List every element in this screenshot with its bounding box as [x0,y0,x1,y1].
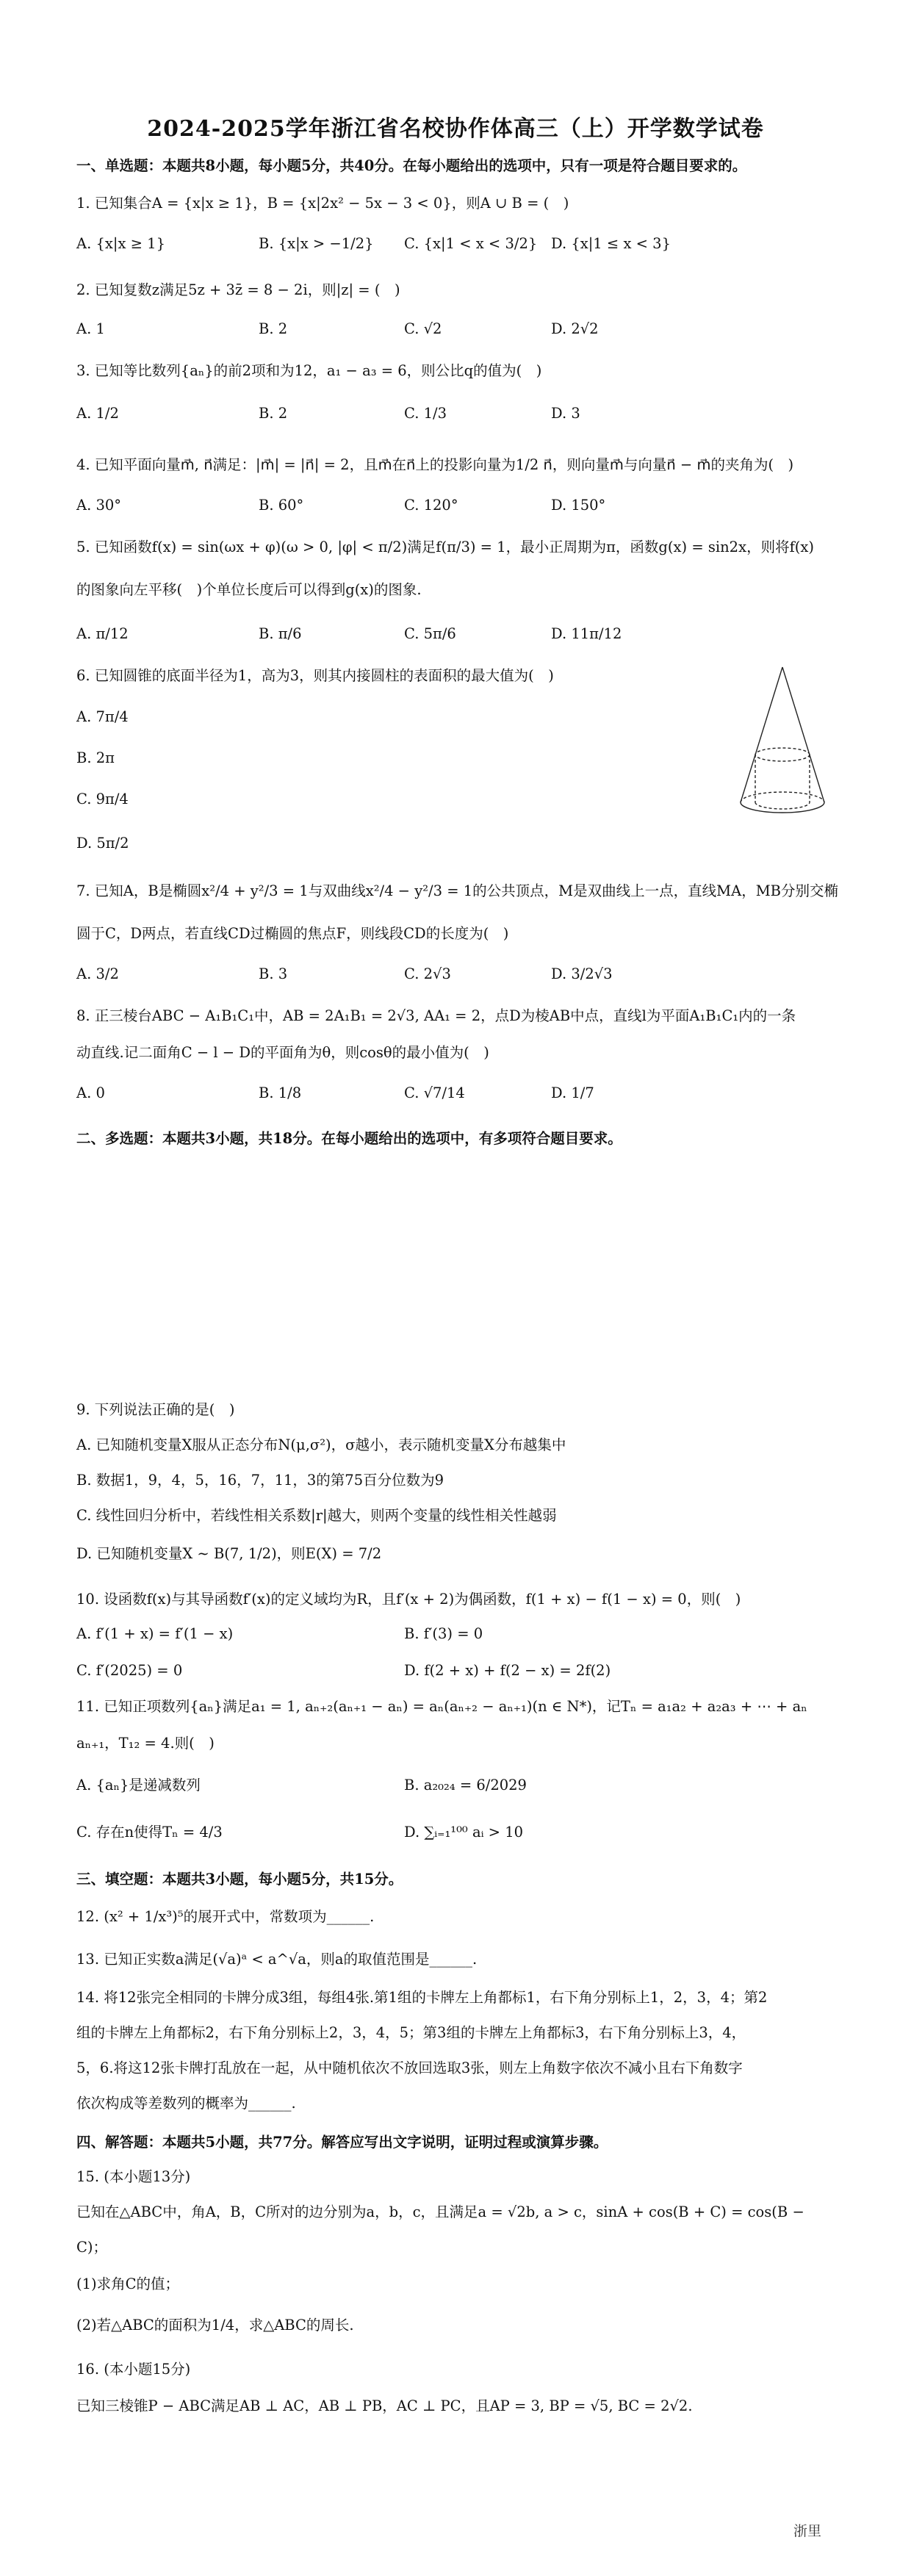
option-b: B. 3 [259,965,288,982]
option-a: A. 30° [76,497,122,514]
option-c: C. 存在n使得Tₙ = 4/3 [76,1824,223,1841]
option-d: D. 1/7 [551,1084,594,1101]
cone-cylinder-figure [735,661,830,823]
question-5-stem-line-1: 5. 已知函数f(x) = sin(ωx + φ)(ω > 0, |φ| < π/2)满足f(π/3) = 1，最小正周期为π，函数g(x) = sin2x，则将f(x) [76,539,815,555]
option-a: A. 1 [76,320,105,337]
section-heading-fill-in: 三、填空题：本题共3小题，每小题5分，共15分。 [76,1871,403,1888]
question-14-line-4: 依次构成等差数列的概率为______. [76,2095,296,2112]
question-10-stem: 10. 设函数f(x)与其导函数f′(x)的定义域均为R，且f′(x + 2)为偶函数，f(1 + x) − f(1 − x) = 0，则( ) [76,1591,741,1608]
question-11-stem-line-1: 11. 已知正项数列{aₙ}满足a₁ = 1, aₙ₊₂(aₙ₊₁ − aₙ) = aₙ(aₙ₊₂ − aₙ₊₁)(n ∈ N*)，记Tₙ = a₁a₂ + a₂a₃ + ⋯ + aₙ [76,1698,807,1715]
question-16-line-1: 已知三棱锥P − ABC满足AB ⊥ AC，AB ⊥ PB，AC ⊥ PC，且AP = 3, BP = √5, BC = 2√2. [76,2397,693,2414]
question-4-options [76,492,840,519]
question-13: 13. 已知正实数a满足(√a)ᵃ < a^√a，则a的取值范围是______. [76,1951,478,1968]
section-heading-single-choice: 一、单选题：本题共8小题，每小题5分，共40分。在每小题给出的选项中，只有一项是符合题目要求的。 [76,157,747,174]
option-d: D. 2√2 [551,320,599,337]
question-7-options [76,961,840,987]
option-a: A. 3/2 [76,965,119,982]
question-6-option-c: C. 9π/4 [76,791,129,807]
option-b: B. a₂₀₂₄ = 6/2029 [404,1777,527,1794]
question-5-options [76,621,840,647]
question-3-stem: 3. 已知等比数列{aₙ}的前2项和为12，a₁ − a₃ = 6，则公比q的值为( ) [76,362,542,379]
option-c: C. f′(2025) = 0 [76,1662,183,1679]
option-b: B. 2 [259,405,288,422]
option-c: C. √2 [404,320,442,337]
question-9-stem: 9. 下列说法正确的是( ) [76,1401,235,1418]
question-14-line-2: 组的卡牌左上角都标2，右下角分别标上2，3，4，5；第3组的卡牌左上角都标3，右下角分别标上3，4， [76,2024,746,2041]
option-c: C. 1/3 [404,405,447,422]
question-14-line-3: 5，6.将这12张卡牌打乱放在一起，从中随机依次不放回选取3张，则左上角数字依次不减小且右下角数字 [76,2059,743,2076]
question-15-part-1: (1)求角C的值； [76,2275,180,2292]
page-title: 2024-2025学年浙江省名校协作体高三（上）开学数学试卷 [147,116,764,142]
question-15-line-2: C)； [76,2239,108,2256]
option-c: C. √7/14 [404,1084,465,1101]
option-b: B. {x|x > −1/2} [259,235,374,252]
question-11-options-row-1 [76,1772,840,1799]
option-d: D. {x|1 ≤ x < 3} [551,235,671,252]
option-a: A. f′(1 + x) = f′(1 − x) [76,1625,234,1642]
question-15-line-1: 已知在△ABC中，角A，B，C所对的边分别为a，b，c，且满足a = √2b, a > c，sinA + cos(B + C) = cos(B − [76,2203,804,2220]
question-10-options-row-2 [76,1658,840,1684]
question-4-stem: 4. 已知平面向量m⃗, n⃗满足：|m⃗| = |n⃗| = 2，且m⃗在n⃗上的投影向量为1/2 n⃗，则向量m⃗与向量n⃗ − m⃗的夹角为( ) [76,456,794,473]
question-10-options-row-1 [76,1621,840,1647]
option-c: C. {x|1 < x < 3/2} [404,235,538,252]
cone-base-back [741,792,824,802]
option-d: D. 11π/12 [551,625,622,642]
question-8-options [76,1080,840,1107]
question-15-part-2: (2)若△ABC的面积为1/4，求△ABC的周长. [76,2317,354,2334]
option-d: D. f(2 + x) + f(2 − x) = 2f(2) [404,1662,611,1679]
option-c: C. 2√3 [404,965,451,982]
option-d: D. 3/2√3 [551,965,613,982]
question-6-option-a: A. 7π/4 [76,708,129,725]
option-b: B. 2 [259,320,288,337]
question-11-options-row-2 [76,1819,840,1846]
page-footer: 浙里 [793,2523,822,2539]
section-heading-multiple-choice: 二、多选题：本题共3小题，共18分。在每小题给出的选项中，有多项符合题目要求。 [76,1130,622,1147]
option-a: A. 1/2 [76,405,119,422]
option-d: D. 3 [551,405,580,422]
question-9-option-b: B. 数据1，9，4，5，16，7，11，3的第75百分位数为9 [76,1472,444,1489]
option-c: C. 120° [404,497,458,514]
question-16-header: 16. (本小题15分) [76,2361,191,2378]
option-d: D. 150° [551,497,606,514]
option-a: A. {x|x ≥ 1} [76,235,165,252]
question-2-stem: 2. 已知复数z满足5z + 3z̄ = 8 − 2i，则|z| = ( ) [76,281,400,298]
section-heading-solutions: 四、解答题：本题共5小题，共77分。解答应写出文字说明，证明过程或演算步骤。 [76,2134,608,2151]
option-b: B. 1/8 [259,1084,302,1101]
question-6-option-b: B. 2π [76,749,115,766]
question-6-stem: 6. 已知圆锥的底面半径为1，高为3，则其内接圆柱的表面积的最大值为( ) [76,667,554,684]
option-b: B. 60° [259,497,304,514]
question-1-options [76,231,840,257]
question-14-line-1: 14. 将12张完全相同的卡牌分成3组，每组4张.第1组的卡牌左上角都标1，右下角分别标上1，2，3，4；第2 [76,1989,768,2006]
option-c: C. 5π/6 [404,625,456,642]
question-7-stem-line-2: 圆于C，D两点，若直线CD过椭圆的焦点F，则线段CD的长度为( ) [76,925,509,942]
cone-right-edge [782,667,824,802]
cone-left-edge [741,667,782,802]
question-8-stem-line-1: 8. 正三棱台ABC − A₁B₁C₁中，AB = 2A₁B₁ = 2√3, AA₁ = 2，点D为棱AB中点，直线l为平面A₁B₁C₁内的一条 [76,1007,796,1024]
question-12: 12. (x² + 1/x³)⁵的展开式中，常数项为______. [76,1908,375,1925]
cylinder-bottom [755,802,810,809]
question-8-stem-line-2: 动直线.记二面角C − l − D的平面角为θ，则cosθ的最小值为( ) [76,1044,489,1061]
option-b: B. f′(3) = 0 [404,1625,483,1642]
cylinder-top [755,748,810,761]
question-3-options [76,400,840,427]
question-7-stem-line-1: 7. 已知A，B是椭圆x²/4 + y²/3 = 1与双曲线x²/4 − y²/3 = 1的公共顶点，M是双曲线上一点，直线MA，MB分别交椭 [76,882,838,899]
cone-base-front [741,802,824,813]
option-a: A. {aₙ}是递减数列 [76,1777,201,1794]
question-11-stem-line-2: aₙ₊₁，T₁₂ = 4.则( ) [76,1735,215,1752]
question-9-option-d: D. 已知随机变量X ∼ B(7, 1/2)，则E(X) = 7/2 [76,1545,382,1562]
option-b: B. π/6 [259,625,302,642]
question-9-option-a: A. 已知随机变量X服从正态分布N(μ,σ²)，σ越小，表示随机变量X分布越集中 [76,1436,566,1453]
option-a: A. π/12 [76,625,129,642]
question-15-header: 15. (本小题13分) [76,2168,191,2185]
question-6-option-d: D. 5π/2 [76,835,129,852]
question-9-option-c: C. 线性回归分析中，若线性相关系数|r|越大，则两个变量的线性相关性越弱 [76,1507,557,1524]
question-5-stem-line-2: 的图象向左平移( )个单位长度后可以得到g(x)的图象. [76,581,422,598]
option-d: D. ∑ᵢ₌₁¹⁰⁰ aᵢ > 10 [404,1824,524,1841]
question-1-stem: 1. 已知集合A = {x|x ≥ 1}，B = {x|2x² − 5x − 3 < 0}，则A ∪ B = ( ) [76,195,569,212]
question-2-options [76,316,840,342]
option-a: A. 0 [76,1084,105,1101]
